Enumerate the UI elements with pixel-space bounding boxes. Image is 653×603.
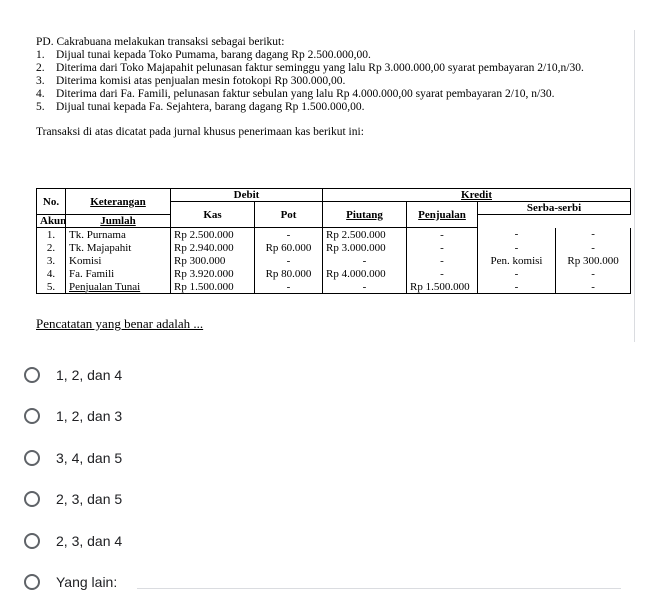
cell-jumlah: Rp 300.000 [556, 254, 631, 267]
option-label: Yang lain: [56, 574, 117, 590]
cell-penjualan: - [407, 241, 478, 254]
option-4[interactable] [24, 479, 621, 521]
item-number: 4. [36, 88, 56, 101]
header-jumlah: Jumlah [66, 215, 171, 228]
item-text: Dijual tunai kepada Fa. Sejahtera, barang dagang Rp 1.500.000,00. [56, 101, 632, 114]
cell-no: 3. [37, 254, 66, 267]
header-debit: Debit [171, 189, 323, 202]
cell-kas: Rp 1.500.000 [171, 280, 255, 294]
question-image [36, 36, 632, 139]
cell-kas: Rp 3.920.000 [171, 267, 255, 280]
item-text: Diterima dari Toko Majapahit pelunasan faktur seminggu yang lalu Rp 3.000.000,00 syarat pembayaran 2/10,n/30. [56, 62, 632, 75]
radio-button[interactable] [24, 408, 40, 424]
cell-piutang: - [323, 254, 407, 267]
option-label: 1, 2, dan 4 [56, 367, 122, 383]
radio-button[interactable] [24, 450, 40, 466]
cell-akun: - [478, 280, 556, 294]
cell-pot: - [255, 228, 323, 242]
transaction-item [36, 101, 632, 114]
table-row [37, 267, 631, 280]
header-keterangan: Keterangan [66, 189, 171, 215]
cell-no: 4. [37, 267, 66, 280]
radio-button[interactable] [24, 533, 40, 549]
option-label: 2, 3, dan 5 [56, 491, 122, 507]
cell-piutang: - [323, 280, 407, 294]
cell-penjualan: - [407, 254, 478, 267]
cell-no: 5. [37, 280, 66, 294]
cell-penjualan: - [407, 267, 478, 280]
header-pot: Pot [255, 202, 323, 228]
cell-jumlah: - [556, 228, 631, 242]
question-prompt [36, 317, 203, 330]
table-row [37, 228, 631, 242]
item-text: Diterima dari Fa. Famili, pelunasan faktur sebulan yang lalu Rp 4.000.000,00 syarat pembayaran 2/10, n/30. [56, 88, 632, 101]
cell-jumlah: - [556, 241, 631, 254]
journal-note: Transaksi di atas dicatat pada jurnal khusus penerimaan kas berikut ini: [36, 126, 632, 139]
transaction-item [36, 49, 632, 62]
cell-keterangan: Fa. Famili [66, 267, 171, 280]
transaction-item [36, 88, 632, 101]
cell-pot: Rp 60.000 [255, 241, 323, 254]
table-row [37, 241, 631, 254]
option-label: 1, 2, dan 3 [56, 408, 122, 424]
header-penjualan: Penjualan [407, 202, 478, 228]
transaction-item [36, 62, 632, 75]
cell-penjualan: - [407, 228, 478, 242]
cell-pot: - [255, 280, 323, 294]
item-number: 2. [36, 62, 56, 75]
header-no: No. [37, 189, 66, 215]
cell-jumlah: - [556, 267, 631, 280]
option-label: 3, 4, dan 5 [56, 450, 122, 466]
transaction-list [36, 49, 632, 114]
cell-akun: - [478, 241, 556, 254]
cell-kas: Rp 300.000 [171, 254, 255, 267]
answer-options [24, 354, 621, 603]
table-row [37, 280, 631, 294]
cell-no: 2. [37, 241, 66, 254]
cell-keterangan: Komisi [66, 254, 171, 267]
cell-pot: Rp 80.000 [255, 267, 323, 280]
option-3[interactable] [24, 437, 621, 479]
cell-pot: - [255, 254, 323, 267]
cell-jumlah: - [556, 280, 631, 294]
cell-piutang: Rp 3.000.000 [323, 241, 407, 254]
cell-keterangan: Tk. Purnama [66, 228, 171, 242]
table-row [37, 254, 631, 267]
header-piutang: Piutang [323, 202, 407, 228]
header-kas: Kas [171, 202, 255, 228]
item-number: 3. [36, 75, 56, 88]
option-other[interactable] [24, 562, 621, 603]
cell-keterangan: Penjualan Tunai [66, 280, 171, 294]
radio-button[interactable] [24, 367, 40, 383]
item-text: Diterima komisi atas penjualan mesin fotokopi Rp 300.000,00. [56, 75, 632, 88]
header-akun: Akun [37, 215, 66, 228]
prompt-text: Pencatatan yang benar adalah ... [36, 316, 203, 331]
option-label: 2, 3, dan 4 [56, 533, 122, 549]
cell-keterangan: Tk. Majapahit [66, 241, 171, 254]
question-intro: PD. Cakrabuana melakukan transaksi sebagai berikut: [36, 36, 632, 49]
option-2[interactable] [24, 396, 621, 438]
other-text-input[interactable] [137, 588, 621, 589]
cell-penjualan: Rp 1.500.000 [407, 280, 478, 294]
option-1[interactable] [24, 354, 621, 396]
section-divider-line [634, 30, 635, 342]
cell-piutang: Rp 2.500.000 [323, 228, 407, 242]
option-5[interactable] [24, 520, 621, 562]
cell-akun: - [478, 228, 556, 242]
transaction-item [36, 75, 632, 88]
cell-akun: Pen. komisi [478, 254, 556, 267]
cell-akun: - [478, 267, 556, 280]
cell-kas: Rp 2.500.000 [171, 228, 255, 242]
header-serba-serbi: Serba-serbi [478, 202, 631, 215]
cell-kas: Rp 2.940.000 [171, 241, 255, 254]
header-kredit: Kredit [323, 189, 631, 202]
radio-button[interactable] [24, 574, 40, 590]
cell-no: 1. [37, 228, 66, 242]
item-number: 5. [36, 101, 56, 114]
cell-piutang: Rp 4.000.000 [323, 267, 407, 280]
item-text: Dijual tunai kepada Toko Pumama, barang dagang Rp 2.500.000,00. [56, 49, 632, 62]
radio-button[interactable] [24, 491, 40, 507]
cash-receipts-journal-table [36, 188, 631, 294]
item-number: 1. [36, 49, 56, 62]
